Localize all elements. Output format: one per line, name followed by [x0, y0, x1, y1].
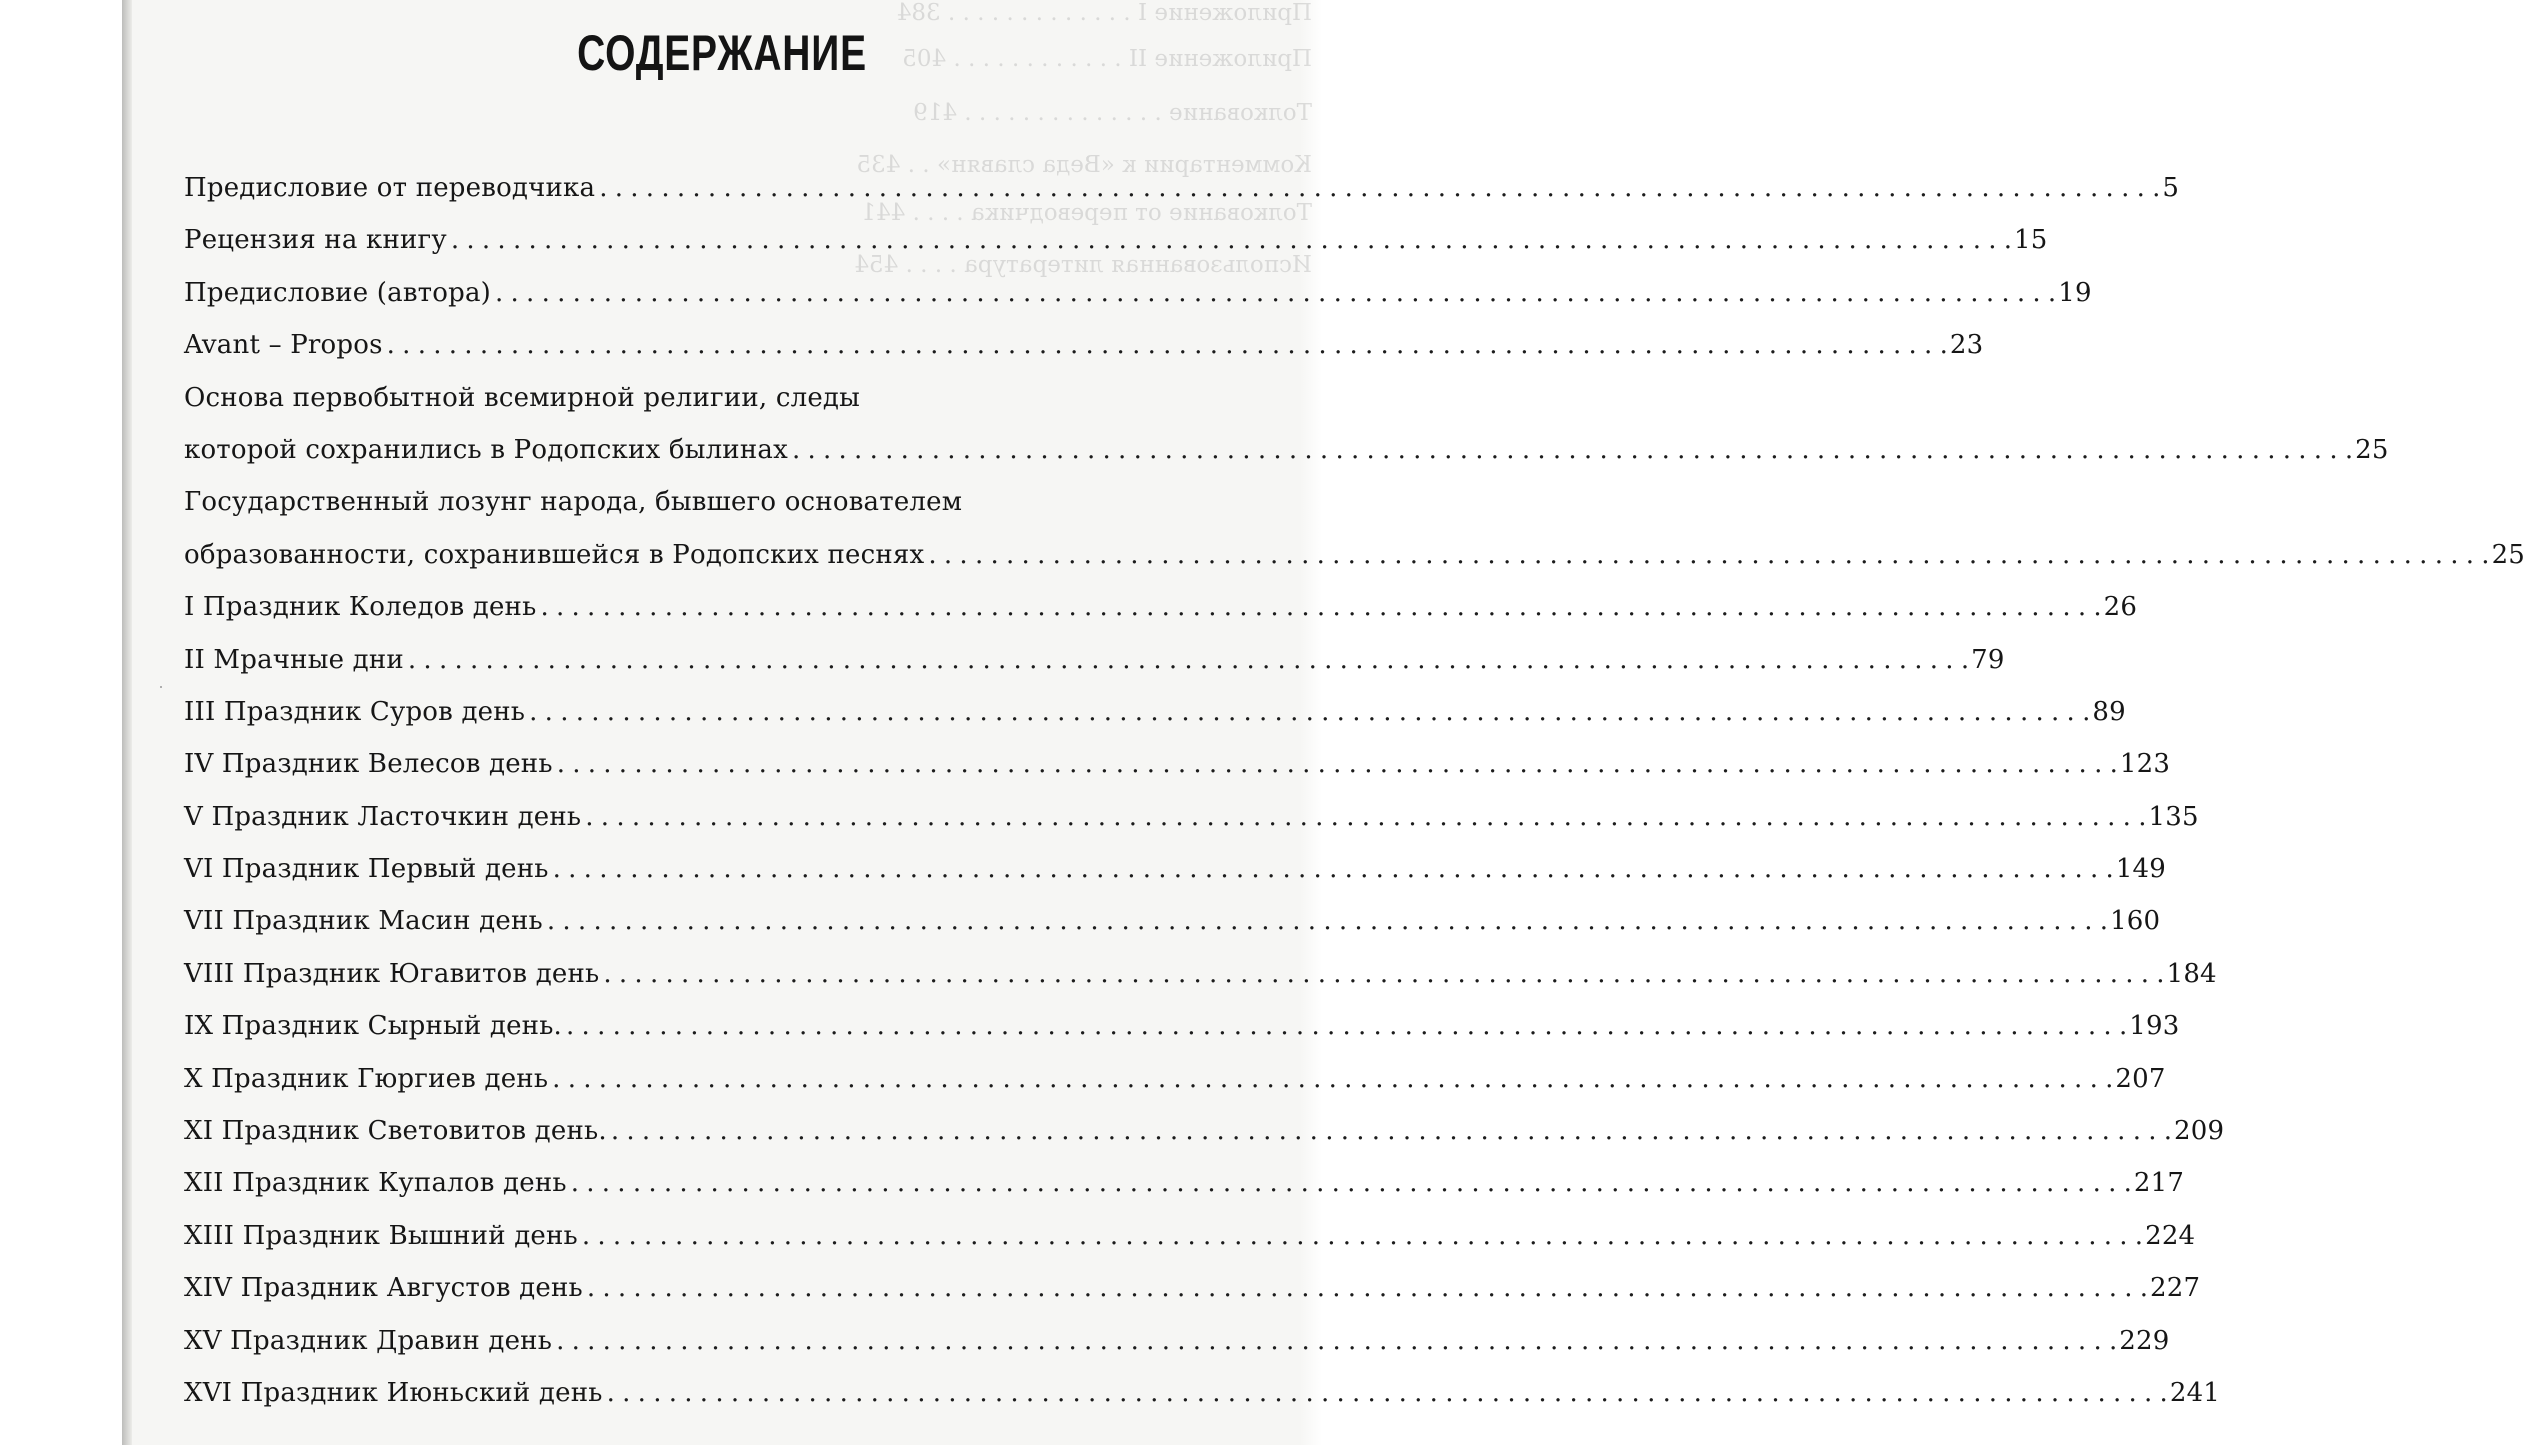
- toc-entry-line: [184, 634, 2005, 686]
- toc-page-number: 160: [2110, 906, 2161, 937]
- toc-entry-line: [184, 948, 2217, 1000]
- toc-page-number: 89: [2092, 696, 2126, 727]
- dot-leader: [578, 1210, 2143, 1262]
- toc-entry-title: XIV Праздник Августов день: [184, 1273, 583, 1304]
- toc-entry: [184, 1053, 2166, 1105]
- toc-entry-title: Avant – Propos: [184, 330, 383, 361]
- toc-page-number: 25: [2355, 434, 2389, 465]
- bleed-through-line: Приложение I . . . . . . . . . . . . . 384: [896, 0, 1312, 26]
- dot-leader: [567, 1157, 2132, 1209]
- toc-entry-title: X Праздник Гюргиев день: [184, 1063, 549, 1094]
- toc-entry-line-continued: [184, 476, 1276, 528]
- toc-entry: [184, 581, 2138, 633]
- toc-page-number: 184: [2166, 958, 2217, 989]
- toc-page-number: 15: [2014, 225, 2048, 256]
- bleed-through-line: Комментарии к «Веда славян» . . 435: [856, 152, 1312, 178]
- toc-page-number: 207: [2115, 1063, 2166, 1094]
- toc-page-number: 23: [1949, 330, 1984, 361]
- dot-leader: [788, 424, 2353, 476]
- toc-entry-line: [184, 791, 2199, 843]
- toc-entry-line-continued: [184, 372, 1276, 424]
- toc-page-number: 26: [2103, 592, 2138, 623]
- toc-entry-title: Предисловие от переводчика: [184, 173, 596, 203]
- toc-page-number: 217: [2133, 1168, 2185, 1199]
- dot-leader: [549, 843, 2114, 895]
- dot-leader: [581, 791, 2146, 843]
- book-page: [122, 0, 2525, 1445]
- dot-leader: [404, 634, 1969, 686]
- toc-entry-title: IV Праздник Велесов день: [184, 749, 553, 780]
- toc-page-number: 229: [2119, 1325, 2170, 1356]
- toc-page-number: 135: [2148, 801, 2199, 832]
- toc-page-number: 19: [2058, 277, 2092, 308]
- dot-leader: [562, 1000, 2127, 1052]
- dot-leader: [552, 1315, 2117, 1367]
- dot-leader: [525, 686, 2090, 738]
- toc-entry-title: VII Праздник Масин день: [184, 906, 543, 937]
- toc-page-number: 79: [1971, 644, 2005, 675]
- bleed-through-line: Толкование от переводчика . . . . 441: [861, 200, 1312, 226]
- toc-page-number: 25: [2491, 539, 2525, 570]
- toc-entry-title: которой сохранились в Родопских былинах: [184, 434, 788, 465]
- toc-entry-line: [184, 319, 1984, 371]
- table-of-contents: [184, 162, 2525, 1419]
- toc-entry-line: [184, 1105, 2225, 1157]
- dot-leader: [603, 1367, 2168, 1419]
- toc-entry-line: [184, 1000, 2180, 1052]
- toc-entry: [184, 686, 2126, 738]
- bleed-through-line: Использованная литература . . . . 454: [854, 252, 1312, 278]
- toc-entry: [184, 1315, 2170, 1367]
- dot-leader: [491, 267, 2056, 319]
- dot-leader: [595, 162, 2160, 214]
- dot-leader: [553, 738, 2118, 790]
- toc-entry-line: [184, 1053, 2166, 1105]
- toc-entry-title: VIII Праздник Югавитов день: [184, 958, 600, 989]
- toc-entry-title: II Мрачные дни: [184, 644, 404, 675]
- toc-entry: [184, 267, 2092, 319]
- toc-entry-title: Предисловие (автора): [184, 277, 491, 308]
- dot-leader: [924, 529, 2489, 581]
- toc-entry: [184, 1262, 2201, 1314]
- toc-entry-title: VI Праздник Первый день: [184, 854, 549, 885]
- toc-entry: [184, 476, 2525, 581]
- toc-entry: [184, 634, 2005, 686]
- toc-page-number: 209: [2174, 1116, 2225, 1147]
- toc-entry: [184, 1367, 2221, 1419]
- toc-page-number: 227: [2150, 1273, 2201, 1304]
- paper-speck: [160, 686, 162, 688]
- toc-entry-line: [184, 267, 2092, 319]
- toc-entry-title: XI Праздник Световитов день.: [184, 1116, 607, 1147]
- dot-leader: [543, 895, 2108, 947]
- toc-entry-line: [184, 1210, 2196, 1262]
- toc-entry: [184, 1210, 2196, 1262]
- dot-leader: [536, 581, 2101, 633]
- toc-entry: [184, 1000, 2180, 1052]
- toc-page-number: 123: [2119, 749, 2171, 780]
- toc-entry-title: образованности, сохранившейся в Родопских песнях: [184, 539, 925, 570]
- dot-leader: [599, 948, 2164, 1000]
- toc-entry-line: [184, 424, 2389, 476]
- dot-leader: [447, 214, 2012, 266]
- toc-entry: [184, 372, 2389, 477]
- dot-leader: [383, 319, 1948, 371]
- toc-entry-title: Рецензия на книгу: [184, 225, 447, 256]
- toc-entry-line: [184, 1367, 2221, 1419]
- toc-entry-line: [184, 738, 2171, 790]
- page-gutter-shadow: [122, 0, 132, 1445]
- toc-entry: [184, 948, 2217, 1000]
- dot-leader: [607, 1105, 2172, 1157]
- toc-entry-line: [184, 895, 2161, 947]
- dot-leader: [583, 1262, 2148, 1314]
- toc-entry: [184, 791, 2199, 843]
- toc-page-number: 193: [2129, 1011, 2180, 1042]
- toc-entry-line: [184, 1157, 2185, 1209]
- toc-entry-title: XIII Праздник Вышний день: [184, 1220, 578, 1251]
- toc-entry-line: [184, 843, 2167, 895]
- toc-page-number: 224: [2145, 1220, 2196, 1251]
- toc-entry: [184, 895, 2161, 947]
- toc-page-number: 149: [2115, 854, 2167, 885]
- toc-entry-title: XVI Праздник Июньский день: [184, 1377, 603, 1408]
- toc-entry-title: I Праздник Коледов день: [184, 592, 537, 623]
- toc-page-number: 241: [2169, 1377, 2221, 1408]
- toc-entry: [184, 1157, 2185, 1209]
- toc-entry-title: XII Праздник Купалов день: [184, 1168, 567, 1199]
- toc-entry-line: [184, 1315, 2170, 1367]
- toc-entry-line: [184, 529, 2525, 581]
- toc-page-number: 5: [2162, 173, 2180, 203]
- toc-entry: [184, 319, 1984, 371]
- dot-leader: [548, 1053, 2113, 1105]
- toc-entry: [184, 738, 2171, 790]
- toc-entry-title: XV Праздник Дравин день: [184, 1325, 553, 1356]
- bleed-through-line: Приложение II . . . . . . . . . . . . 405: [902, 46, 1312, 72]
- toc-entry-line: [184, 686, 2126, 738]
- bleed-through-line: Толкование . . . . . . . . . . . . . . 419: [913, 100, 1312, 126]
- toc-entry: [184, 1105, 2225, 1157]
- toc-entry-line: [184, 581, 2138, 633]
- toc-entry: [184, 843, 2167, 895]
- toc-entry-title: V Праздник Ласточкин день: [184, 801, 582, 832]
- toc-entry-title: III Праздник Суров день: [184, 696, 526, 727]
- page-title: СОДЕРЖАНИЕ: [577, 25, 867, 81]
- toc-entry-title: Государственный лозунг народа, бывшего основателем: [184, 487, 963, 518]
- toc-entry-line: [184, 1262, 2201, 1314]
- toc-entry-title: Основа первобытной всемирной религии, следы: [184, 382, 861, 413]
- toc-entry-title: IX Праздник Сырный день.: [184, 1011, 563, 1042]
